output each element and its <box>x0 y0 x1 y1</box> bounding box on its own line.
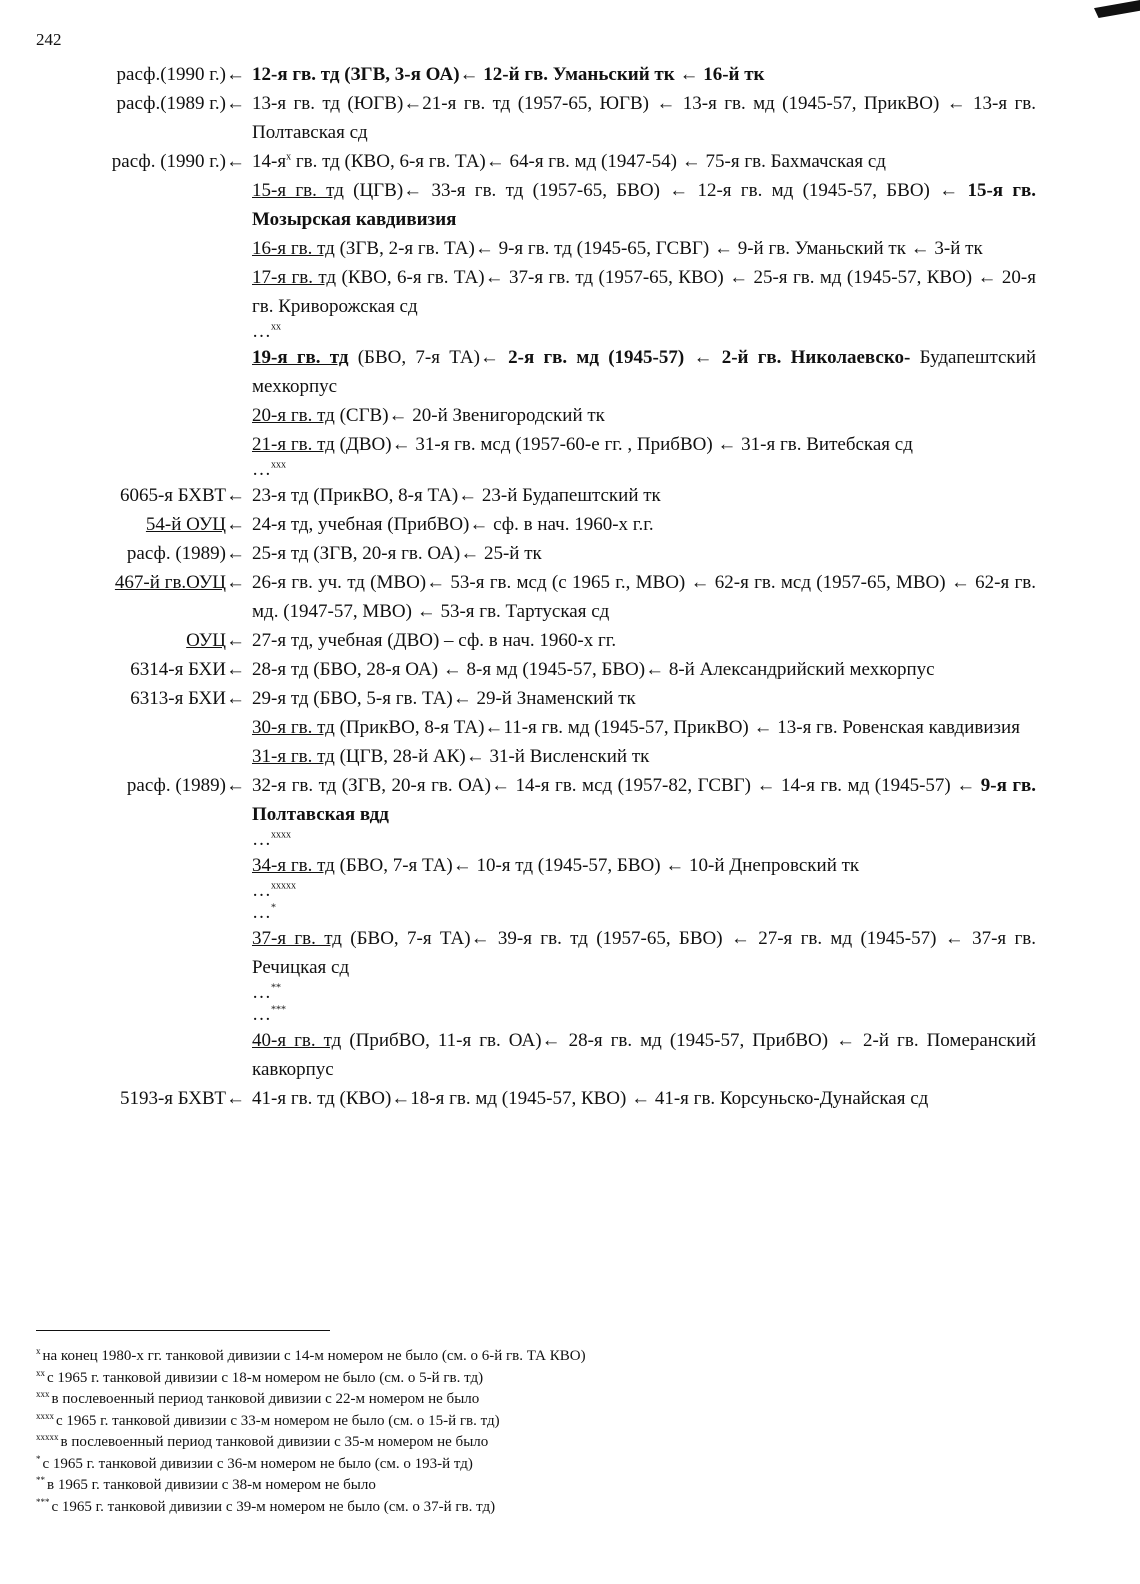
ellipsis-row <box>36 321 1036 343</box>
lineage-text: 30-я гв. тд (ПрикВО, 8-я ТА)←11-я гв. мд (1945-57, ПрикВО) ← 13-я гв. Ровенская кавдивизия <box>252 717 1020 738</box>
fate-label: расф. (1989) <box>126 543 226 564</box>
division-list <box>36 60 1036 1113</box>
footnote <box>36 1475 1036 1497</box>
ellipsis: … <box>252 459 271 480</box>
fate-label: расф. (1989) <box>126 775 226 796</box>
arrow-icon: ← <box>226 151 245 172</box>
arrow-icon <box>226 176 242 234</box>
ellipsis-row <box>36 1004 1036 1026</box>
division-entry <box>36 771 1036 829</box>
footnote-marker: ** <box>36 1475 45 1485</box>
fate-label: 467-й гв.ОУЦ <box>114 572 226 593</box>
lineage-text: 21-я гв. тд (ДВО)← 31-я гв. мсд (1957-60-е гг. , ПрибВО) ← 31-я гв. Витебская сд <box>252 434 913 455</box>
division-entry <box>36 481 1036 510</box>
arrow-icon: ← <box>226 485 245 506</box>
arrow-icon: ← <box>226 543 245 564</box>
footnotes <box>36 1346 1036 1518</box>
division-entry <box>36 60 1036 89</box>
arrow-icon <box>226 234 242 263</box>
division-entry <box>36 510 1036 539</box>
arrow-icon <box>226 343 242 401</box>
division-entry <box>36 924 1036 982</box>
fate-label <box>36 924 226 982</box>
arrow-icon <box>226 430 242 459</box>
fate-label: 6065-я БХВТ <box>119 485 226 506</box>
ellipsis: … <box>252 321 271 342</box>
lineage-text: 37-я гв. тд (БВО, 7-я ТА)← 39-я гв. тд (1957-65, БВО) ← 27-я гв. мд (1945-57) ← 37-я гв. Речицкая сд <box>252 928 1036 978</box>
lineage-text: 12-я гв. тд (ЗГВ, 3-я ОА)← 12-й гв. Уманьский тк ← 16-й тк <box>252 64 765 85</box>
division-entry <box>36 713 1036 742</box>
lineage-text: 16-я гв. тд (ЗГВ, 2-я гв. ТА)← 9-я гв. тд (1945-65, ГСВГ) ← 9-й гв. Уманьский тк ← 3-й тк <box>252 238 983 259</box>
division-entry <box>36 568 1036 626</box>
lineage-text: 41-я гв. тд (КВО)←18-я гв. мд (1945-57, КВО) ← 41-я гв. Корсуньско-Дунайская сд <box>252 1088 929 1109</box>
ellipsis: … <box>252 829 271 850</box>
fate-label <box>36 713 226 742</box>
arrow-icon: ← <box>226 659 245 680</box>
arrow-icon: ← <box>226 688 245 709</box>
lineage-text: 17-я гв. тд (КВО, 6-я гв. ТА)← 37-я гв. тд (1957-65, КВО) ← 25-я гв. мд (1945-57, КВО) ← 20-я гв. Криворожская сд <box>252 267 1036 317</box>
arrow-icon <box>226 851 242 880</box>
arrow-icon: ← <box>226 630 245 651</box>
fate-label <box>36 176 226 234</box>
footnote-marker: xxxx <box>36 1410 54 1421</box>
arrow-icon: ← <box>226 64 245 85</box>
footnote-marker: xxx <box>36 1389 50 1399</box>
footnote <box>36 1411 1036 1433</box>
fate-label <box>36 263 226 321</box>
fate-label <box>36 851 226 880</box>
ellipsis: … <box>252 982 271 1003</box>
division-entry <box>36 234 1036 263</box>
footnote-divider <box>36 1330 330 1331</box>
ellipsis-row <box>36 459 1036 481</box>
footnote-marker: ** <box>271 982 281 994</box>
lineage-text: 28-я тд (БВО, 28-я ОА) ← 8-я мд (1945-57, БВО)← 8-й Александрийский мехкорпус <box>252 659 935 680</box>
footnote <box>36 1497 1036 1519</box>
arrow-icon <box>226 713 242 742</box>
footnote-marker: xxx <box>271 459 286 471</box>
division-entry <box>36 430 1036 459</box>
arrow-icon <box>226 924 242 982</box>
footnote-text: на конец 1980-х гг. танковой дивизии с 14-м номером не было (см. о 6-й гв. ТА КВО) <box>42 1348 586 1364</box>
division-entry <box>36 1084 1036 1113</box>
lineage-text: 26-я гв. уч. тд (МВО)← 53-я гв. мсд (с 1965 г., МВО) ← 62-я гв. мсд (1957-65, МВО) ← 62-я гв. мд. (1947-57, МВО) ← 53-я гв. Тартуская сд <box>252 572 1036 622</box>
lineage-text: 19-я гв. тд (БВО, 7-я ТА)← 2-я гв. мд (1945-57) ← 2-й гв. Николаевско- Будапештский мехкорпус <box>252 347 1036 397</box>
division-entry <box>36 655 1036 684</box>
ellipsis-row <box>36 982 1036 1004</box>
ellipsis-row <box>36 902 1036 924</box>
division-entry <box>36 147 1036 176</box>
fate-label: ОУЦ <box>186 630 226 651</box>
footnote-marker: xx <box>271 321 281 333</box>
fate-label: 6313-я БХИ <box>130 688 226 709</box>
footnote-marker: * <box>271 902 276 914</box>
footnote <box>36 1368 1036 1390</box>
lineage-text: $14-я^x$ гв. тд (КВО, 6-я гв. ТА)← 64-я гв. мд (1947-54) ← 75-я гв. Бахмачская сд <box>252 151 886 172</box>
fate-label <box>36 401 226 430</box>
fate-label: расф. (1990 г.) <box>111 151 226 172</box>
division-entry <box>36 89 1036 147</box>
lineage-text: 32-я гв. тд (ЗГВ, 20-я гв. ОА)← 14-я гв. мсд (1957-82, ГСВГ) ← 14-я гв. мд (1945-57) ← 9-я гв. Полтавская вдд <box>252 775 1036 825</box>
division-entry <box>36 1026 1036 1084</box>
division-entry <box>36 742 1036 771</box>
footnote-text: с 1965 г. танковой дивизии с 18-м номером не было (см. о 5-й гв. тд) <box>47 1369 484 1386</box>
ellipsis: … <box>252 880 271 901</box>
arrow-icon <box>226 742 242 771</box>
division-entry <box>36 401 1036 430</box>
footnote-marker: xxxxx <box>271 880 296 892</box>
arrow-icon: ← <box>226 775 245 796</box>
fate-label: расф.(1989 г.) <box>116 93 226 114</box>
fate-label <box>36 1026 226 1084</box>
footnote-marker: xx <box>36 1367 45 1378</box>
ellipsis-row <box>36 880 1036 902</box>
page-number: 242 <box>36 30 62 49</box>
fate-label: 5193-я БХВТ <box>119 1088 226 1109</box>
footnote-text: с 1965 г. танковой дивизии с 39-м номером не было (см. о 37-й гв. тд) <box>51 1498 496 1515</box>
division-entry <box>36 176 1036 234</box>
ellipsis-row <box>36 829 1036 851</box>
ellipsis: … <box>252 902 271 923</box>
fate-label: расф.(1990 г.) <box>116 64 226 85</box>
footnote-text: в 1965 г. танковой дивизии с 38-м номером не было <box>47 1477 376 1493</box>
fate-label <box>36 430 226 459</box>
footnote <box>36 1346 1036 1368</box>
division-entry <box>36 684 1036 713</box>
division-entry <box>36 343 1036 401</box>
arrow-icon <box>226 263 242 321</box>
lineage-text: 25-я тд (ЗГВ, 20-я гв. ОА)← 25-й тк <box>252 543 542 564</box>
fate-label <box>36 742 226 771</box>
fate-label <box>36 234 226 263</box>
lineage-text: 40-я гв. тд (ПрибВО, 11-я гв. ОА)← 28-я гв. мд (1945-57, ПрибВО) ← 2-й гв. Померанский кавкорпус <box>252 1030 1036 1080</box>
lineage-text: 34-я гв. тд (БВО, 7-я ТА)← 10-я тд (1945-57, БВО) ← 10-й Днепровский тк <box>252 855 860 876</box>
footnote-marker: x <box>36 1346 41 1356</box>
footnote-marker: xxxxx <box>36 1432 59 1442</box>
corner-scan-mark <box>1094 0 1140 18</box>
lineage-text: 24-я тд, учебная (ПрибВО)← сф. в нач. 1960-х г.г. <box>252 514 654 535</box>
fate-label: 6314-я БХИ <box>130 659 226 680</box>
footnote-text: с 1965 г. танковой дивизии с 36-м номером не было (см. о 193-й тд) <box>42 1455 473 1472</box>
footnote-marker: xxxx <box>271 829 291 841</box>
fate-label: 54-й ОУЦ <box>145 514 226 535</box>
arrow-icon: ← <box>226 1088 245 1109</box>
arrow-icon <box>226 1026 242 1084</box>
division-entry <box>36 851 1036 880</box>
arrow-icon: ← <box>226 93 245 114</box>
division-entry <box>36 626 1036 655</box>
footnote-text: в послевоенный период танковой дивизии с 22-м номером не было <box>51 1391 480 1407</box>
lineage-text: 31-я гв. тд (ЦГВ, 28-й АК)← 31-й Висленский тк <box>252 746 650 767</box>
lineage-text: 20-я гв. тд (СГВ)← 20-й Звенигородский тк <box>252 405 605 426</box>
footnote <box>36 1389 1036 1411</box>
footnote-text: с 1965 г. танковой дивизии с 33-м номером не было (см. о 15-й гв. тд) <box>56 1412 500 1429</box>
fate-label <box>36 343 226 401</box>
footnote-text: в послевоенный период танковой дивизии с 35-м номером не было <box>60 1434 489 1450</box>
footnote-marker: *** <box>271 1004 286 1016</box>
arrow-icon <box>226 401 242 430</box>
footnote-marker: *** <box>36 1496 50 1507</box>
lineage-text: 13-я гв. тд (ЮГВ)←21-я гв. тд (1957-65, ЮГВ) ← 13-я гв. мд (1945-57, ПрикВО) ← 13-я гв. Полтавская сд <box>252 93 1036 143</box>
division-entry <box>36 539 1036 568</box>
footnote <box>36 1432 1036 1454</box>
arrow-icon: ← <box>226 514 245 535</box>
footnote-marker: * <box>36 1453 41 1464</box>
ellipsis: … <box>252 1004 271 1025</box>
lineage-text: 29-я тд (БВО, 5-я гв. ТА)← 29-й Знаменский тк <box>252 688 636 709</box>
arrow-icon: ← <box>226 572 245 593</box>
lineage-text: 15-я гв. тд (ЦГВ)← 33-я гв. тд (1957-65, БВО) ← 12-я гв. мд (1945-57, БВО) ← 15-я гв. Мозырская кавдивизия <box>252 180 1036 230</box>
division-entry <box>36 263 1036 321</box>
lineage-text: 27-я тд, учебная (ДВО) – сф. в нач. 1960-х гг. <box>252 630 617 651</box>
lineage-text: 23-я тд (ПрикВО, 8-я ТА)← 23-й Будапештский тк <box>252 485 661 506</box>
footnote <box>36 1454 1036 1476</box>
